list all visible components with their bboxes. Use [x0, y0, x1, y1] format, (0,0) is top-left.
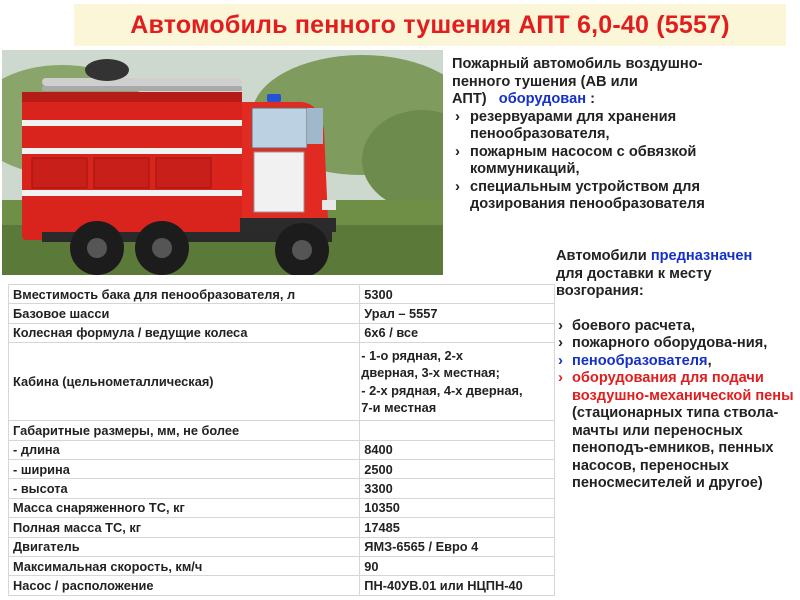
spec-label: Масса снаряженного ТС, кг	[9, 498, 360, 517]
purpose-line-1	[556, 248, 796, 266]
table-row	[9, 556, 555, 575]
spec-label: Насос / расположение	[9, 576, 360, 595]
description-intro-1: Пожарный автомобиль воздушно-	[452, 56, 703, 72]
table-row	[9, 498, 555, 517]
table-row	[9, 285, 555, 304]
title-bar	[74, 4, 786, 46]
spec-value-line: - 2-х рядная, 4-х дверная,	[361, 382, 523, 398]
description-intro-suffix: :	[590, 91, 595, 107]
spec-value-line: дверная, 3-х местная;	[361, 365, 500, 381]
spec-value	[360, 343, 555, 421]
list-item: › резервуарами для хранения пенообразователя,	[452, 109, 797, 144]
list-item: › пожарным насосом с обвязкой коммуникаций,	[452, 144, 797, 179]
table-row	[9, 537, 555, 556]
fire-truck-photo	[2, 50, 443, 275]
spec-label: Колесная формула / ведущие колеса	[9, 323, 360, 342]
spec-label: - ширина	[9, 459, 360, 478]
list-item: › специальным устройством для дозирования пенообразователя	[452, 179, 797, 214]
spec-value: ПН-40УВ.01 или НЦПН-40	[360, 576, 555, 595]
purpose-prefix: Автомобили	[556, 248, 647, 264]
fire-truck-icon	[2, 50, 443, 275]
spec-value: 90	[360, 556, 555, 575]
table-row	[9, 323, 555, 342]
spec-value: 10350	[360, 498, 555, 517]
list-item-text: пенообразователя	[572, 352, 708, 369]
table-row	[9, 518, 555, 537]
table-row	[9, 421, 555, 440]
spec-value: Урал – 5557	[360, 304, 555, 323]
spec-value: 8400	[360, 440, 555, 459]
list-item-suffix: ,	[707, 352, 712, 369]
purpose-block	[556, 248, 796, 493]
list-item: › пожарного оборудова-ния,	[556, 335, 796, 353]
spec-value: 17485	[360, 518, 555, 537]
description-intro-3	[452, 91, 797, 109]
spec-value: 6x6 / все	[360, 323, 555, 342]
table-row	[9, 343, 555, 421]
spec-label: Двигатель	[9, 537, 360, 556]
page-title: Автомобиль пенного тушения АПТ 6,0-40 (5557)	[130, 10, 730, 39]
description-intro-accent: оборудован	[498, 91, 587, 107]
spec-value: ЯМЗ-6565 / Евро 4	[360, 537, 555, 556]
table-row	[9, 576, 555, 595]
table-row	[9, 304, 555, 323]
spec-value-line: 7-и местная	[361, 400, 437, 416]
spec-value	[360, 421, 555, 440]
list-item	[556, 353, 796, 371]
equipment-list	[452, 109, 797, 214]
spec-label: Вместимость бака для пенообразователя, л	[9, 285, 360, 304]
purpose-line-2: для доставки к месту	[556, 265, 712, 282]
spec-label: Габаритные размеры, мм, не более	[9, 421, 360, 440]
table-row	[9, 479, 555, 498]
spec-value: 3300	[360, 479, 555, 498]
table-row	[9, 440, 555, 459]
purpose-note: (стационарных типа ствола-мачты или переносных пеноподъ-емников, пенных насосов, переносных пеносмесителей и другое)	[572, 405, 779, 491]
description	[452, 56, 797, 214]
specs-table	[8, 284, 555, 596]
spec-label: Кабина (цельнометаллическая)	[9, 343, 360, 421]
spec-value: 2500	[360, 459, 555, 478]
spec-label: Полная масса ТС, кг	[9, 518, 360, 537]
purpose-line-3: возгорания:	[556, 283, 644, 299]
spec-label: Базовое шасси	[9, 304, 360, 323]
spec-label: - высота	[9, 479, 360, 498]
purpose-accent: предназначен	[650, 248, 753, 264]
description-intro-prefix: АПТ)	[452, 91, 487, 107]
spec-value: 5300	[360, 285, 555, 304]
spec-value-line: - 1-о рядная, 2-х	[361, 347, 464, 363]
description-intro-2: пенного тушения (АВ или	[452, 73, 638, 90]
table-row	[9, 459, 555, 478]
purpose-list	[556, 318, 796, 406]
spec-label: Максимальная скорость, км/ч	[9, 556, 360, 575]
list-item: › боевого расчета,	[556, 318, 796, 336]
list-item: › оборудования для подачи воздушно-механической пены	[556, 370, 796, 405]
spec-label: - длина	[9, 440, 360, 459]
